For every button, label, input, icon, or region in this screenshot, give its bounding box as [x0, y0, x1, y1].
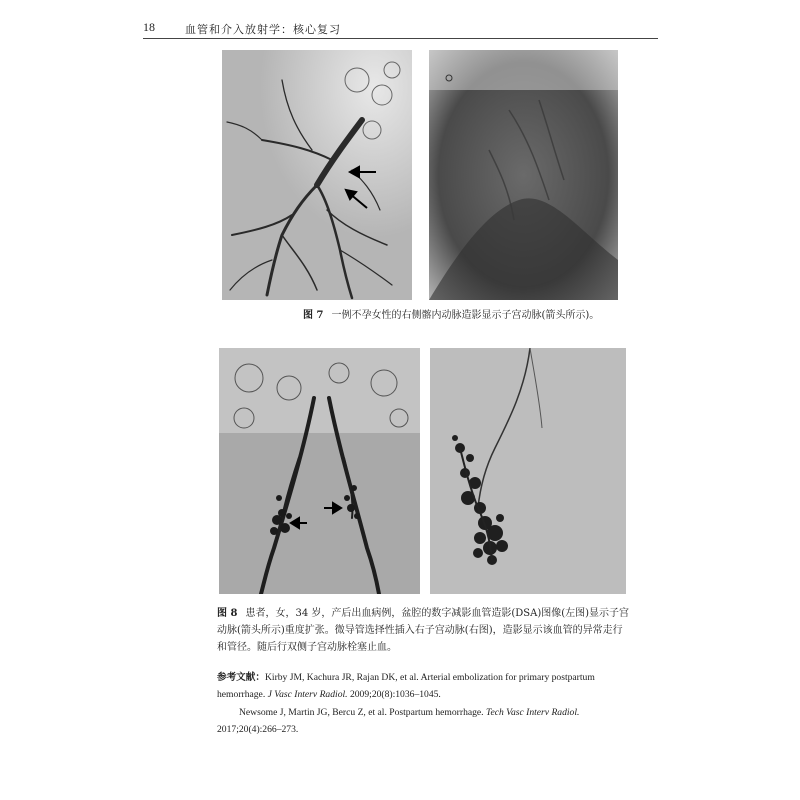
figure7-caption — [303, 309, 643, 323]
references-section — [217, 669, 637, 739]
figure8-label: 图 8 — [217, 608, 238, 619]
reference-item: 参考文献：Kirby JM, Kachura JR, Rajan DK, et al. Arterial embolization for primary postpartum hemorrhage. J Vasc Interv Radiol. 2009;20(8):1036–1045. — [217, 672, 595, 700]
figure8-caption-text: 患者，女，34 岁，产后出血病例，盆腔的数字减影血管造影(DSA)图像(左图)显示子宫动脉(箭头所示)重度扩张。微导管选择性插入右子宫动脉(右图)，造影显示该血管的异常走行和管径。随后行双侧子宫动脉栓塞止血。 — [217, 608, 630, 653]
figure7-caption-text: 一例不孕女性的右侧髂内动脉造影显示子宫动脉(箭头所示)。 — [331, 310, 600, 321]
reference-journal: J Vasc Interv Radiol. — [267, 689, 348, 700]
page-number: 18 — [143, 20, 155, 34]
figure8-caption — [217, 605, 631, 656]
reference-journal: Tech Vasc Interv Radiol. — [485, 707, 580, 718]
figure8-right-selective — [430, 348, 626, 594]
running-title: 血管和介入放射学：核心复习 — [185, 23, 341, 36]
references-label: 参考文献： — [217, 672, 265, 683]
figure7-label: 图 7 — [303, 310, 324, 321]
figure7-left-angiogram — [222, 50, 412, 300]
figure8-left-dsa — [219, 348, 420, 594]
figure7-right-fluoroscopy — [429, 50, 618, 300]
running-header — [143, 18, 658, 39]
reference-item: Newsome J, Martin JG, Bercu Z, et al. Postpartum hemorrhage. Tech Vasc Interv Radiol. 2017;20(4):266–273. — [217, 707, 580, 735]
